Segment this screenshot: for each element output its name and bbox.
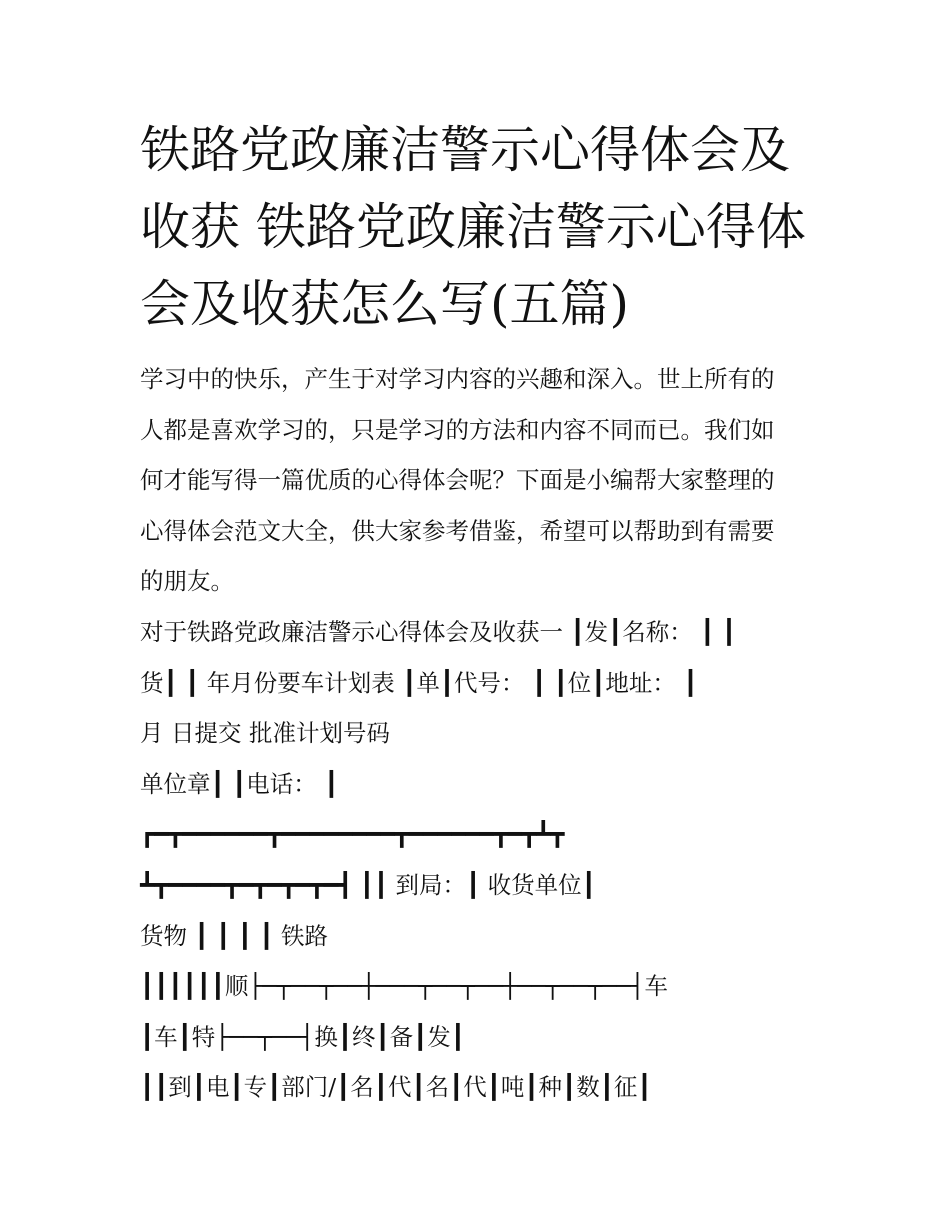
text-line: 月 日提交 批准计划号码	[140, 719, 390, 748]
text-line: 货物 ┃ ┃ ┃ ┃ 铁路	[140, 921, 328, 950]
document-page	[140, 112, 815, 1113]
text-line: 单位章┃ ┃电话： ┃	[140, 769, 339, 798]
intro-paragraph	[140, 354, 815, 607]
text-line: ┏━┳━━━━━━┳━━━━━━━━┳━━━━━━┳━┳┻┳	[140, 820, 565, 849]
text-line: 对于铁路党政廉洁警示心得体会及收获一 ┃发┃名称： ┃ ┃	[140, 617, 737, 646]
text-line: ┃┃┃┃┃┃顺├─┬──┬──┼───┬──┬──┼──┬──┬──┤车	[140, 972, 669, 1001]
text-line: 心得体会范文大全，供大家参考借鉴，希望可以帮助到有需要	[140, 516, 775, 545]
title-line: 铁路党政廉洁警示心得体会及	[140, 121, 790, 179]
section-one	[140, 607, 815, 1113]
title-line: 收获 铁路党政廉洁警示心得体	[140, 198, 806, 256]
title-line: 会及收获怎么写(五篇)	[140, 275, 630, 333]
text-line: ┃车┃特├──┬──┤换┃终┃备┃发┃	[140, 1022, 465, 1051]
document-title	[140, 112, 815, 343]
document-body	[140, 354, 815, 1113]
text-line: 人都是喜欢学习的，只是学习的方法和内容不同而已。我们如	[140, 415, 775, 444]
text-line: 学习中的快乐，产生于对学习内容的兴趣和深入。世上所有的	[140, 365, 775, 393]
text-line: ┻┳━━━━┳━┳━┳━┳━┫ ┃┃ 到局：┃ 收货单位┃	[140, 870, 596, 899]
text-line: 的朋友。	[140, 567, 234, 596]
text-line: ┃┃到┃电┃专┃部门/┃名┃代┃名┃代┃吨┃种┃数┃征┃	[140, 1073, 652, 1102]
text-line: 货┃ ┃ 年月份要车计划表 ┃单┃代号： ┃ ┃位┃地址： ┃	[140, 668, 698, 697]
text-line: 何才能写得一篇优质的心得体会呢？下面是小编帮大家整理的	[140, 466, 775, 495]
